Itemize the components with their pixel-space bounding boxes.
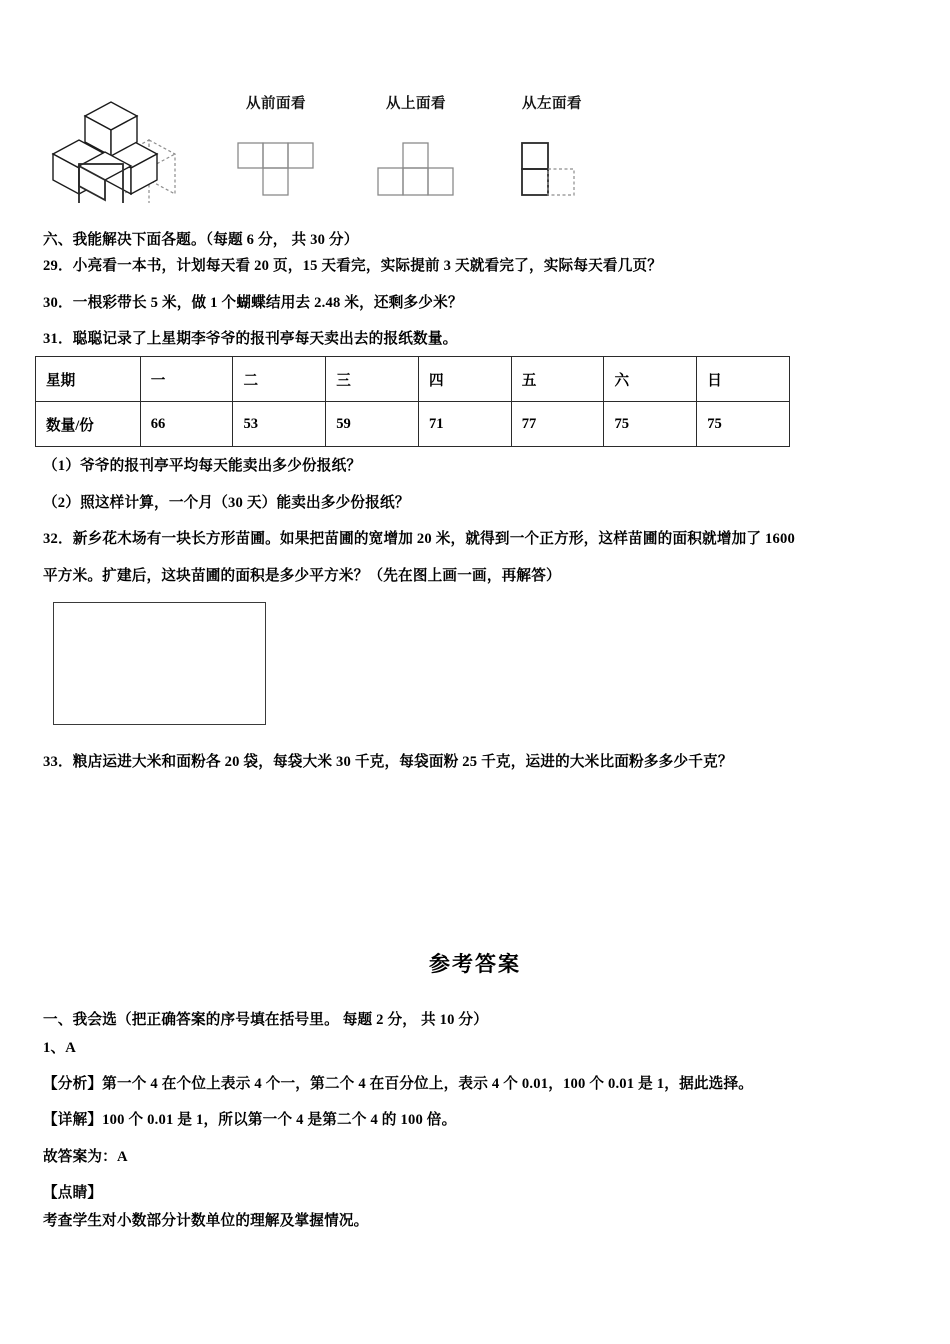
table-cell-count-6: 75	[697, 402, 790, 447]
table-cell-count-3: 71	[418, 402, 511, 447]
table-header-day-4: 五	[511, 357, 604, 402]
answers-section-one-heading: 一、我会选（把正确答案的序号填在括号里。 每题 2 分， 共 10 分）	[43, 1012, 489, 1028]
section-six-heading: 六、我能解决下面各题。（每题 6 分， 共 30 分）	[43, 232, 359, 248]
question-31-sub-1: （1）爷爷的报刊亭平均每天能卖出多少份报纸？	[43, 458, 362, 474]
top-view-label: 从上面看	[386, 96, 446, 112]
answer-conclusion: 故答案为：A	[43, 1149, 128, 1165]
table-cell-count-2: 59	[326, 402, 419, 447]
table-cell-count-4: 77	[511, 402, 604, 447]
answer-analysis: 【分析】第一个 4 在个位上表示 4 个一，第二个 4 在百分位上，表示 4 个 0.01，100 个 0.01 是 1，据此选择。	[43, 1076, 754, 1092]
question-32-line-1: 32．新乡花木场有一块长方形苗圃。如果把苗圃的宽增加 20 米，就得到一个正方形，这样苗圃的面积就增加了 1600	[43, 531, 796, 547]
front-view-group	[216, 92, 336, 213]
table-header-day-1: 二	[233, 357, 326, 402]
newspaper-sales-table	[35, 356, 790, 447]
left-view-shape	[492, 135, 612, 213]
table-row-values	[36, 402, 790, 447]
question-33: 33．粮店运进大米和面粉各 20 袋，每袋大米 30 千克，每袋面粉 25 千克，运进的大米比面粉多多少千克？	[43, 754, 733, 770]
answer-highlight-tag: 【点睛】	[43, 1185, 103, 1201]
table-header-day-0: 一	[140, 357, 233, 402]
answer-highlight-text: 考查学生对小数部分计数单位的理解及掌握情况。	[43, 1213, 369, 1229]
table-header-day-2: 三	[326, 357, 419, 402]
left-view-group	[492, 92, 612, 213]
table-row-header	[36, 357, 790, 402]
geometry-figure-band	[40, 78, 620, 213]
table-row-quantity-label: 数量/份	[36, 402, 141, 447]
question-32-line-2: 平方米。扩建后，这块苗圃的面积是多少平方米？（先在图上画一画，再解答）	[43, 568, 561, 584]
question-30: 30．一根彩带长 5 米，做 1 个蝴蝶结用去 2.48 米，还剩多少米？	[43, 295, 463, 311]
drawing-area-rectangle[interactable]	[53, 602, 266, 725]
table-cell-count-1: 53	[233, 402, 326, 447]
top-view-shape	[356, 135, 476, 213]
front-view-shape	[216, 135, 336, 213]
table-header-day-6: 日	[697, 357, 790, 402]
answer-item-1: 1、A	[43, 1040, 77, 1056]
front-view-label: 从前面看	[246, 96, 306, 112]
question-31-stem: 31．聪聪记录了上星期李爷爷的报刊亭每天卖出去的报纸数量。	[43, 331, 458, 347]
top-view-group	[356, 92, 476, 213]
table-cell-count-0: 66	[140, 402, 233, 447]
answers-section-title: 参考答案	[429, 952, 521, 976]
isometric-solid-icon	[45, 88, 180, 203]
table-header-day-5: 六	[604, 357, 697, 402]
left-view-label: 从左面看	[522, 96, 582, 112]
question-31-sub-2: （2）照这样计算，一个月（30 天）能卖出多少份报纸？	[43, 495, 410, 511]
table-header-weekday-label: 星期	[36, 357, 141, 402]
table-cell-count-5: 75	[604, 402, 697, 447]
question-29: 29．小亮看一本书，计划每天看 20 页，15 天看完，实际提前 3 天就看完了，实际每天看几页？	[43, 258, 663, 274]
table-header-day-3: 四	[418, 357, 511, 402]
answer-detail: 【详解】100 个 0.01 是 1，所以第一个 4 是第二个 4 的 100 倍。	[43, 1112, 457, 1128]
